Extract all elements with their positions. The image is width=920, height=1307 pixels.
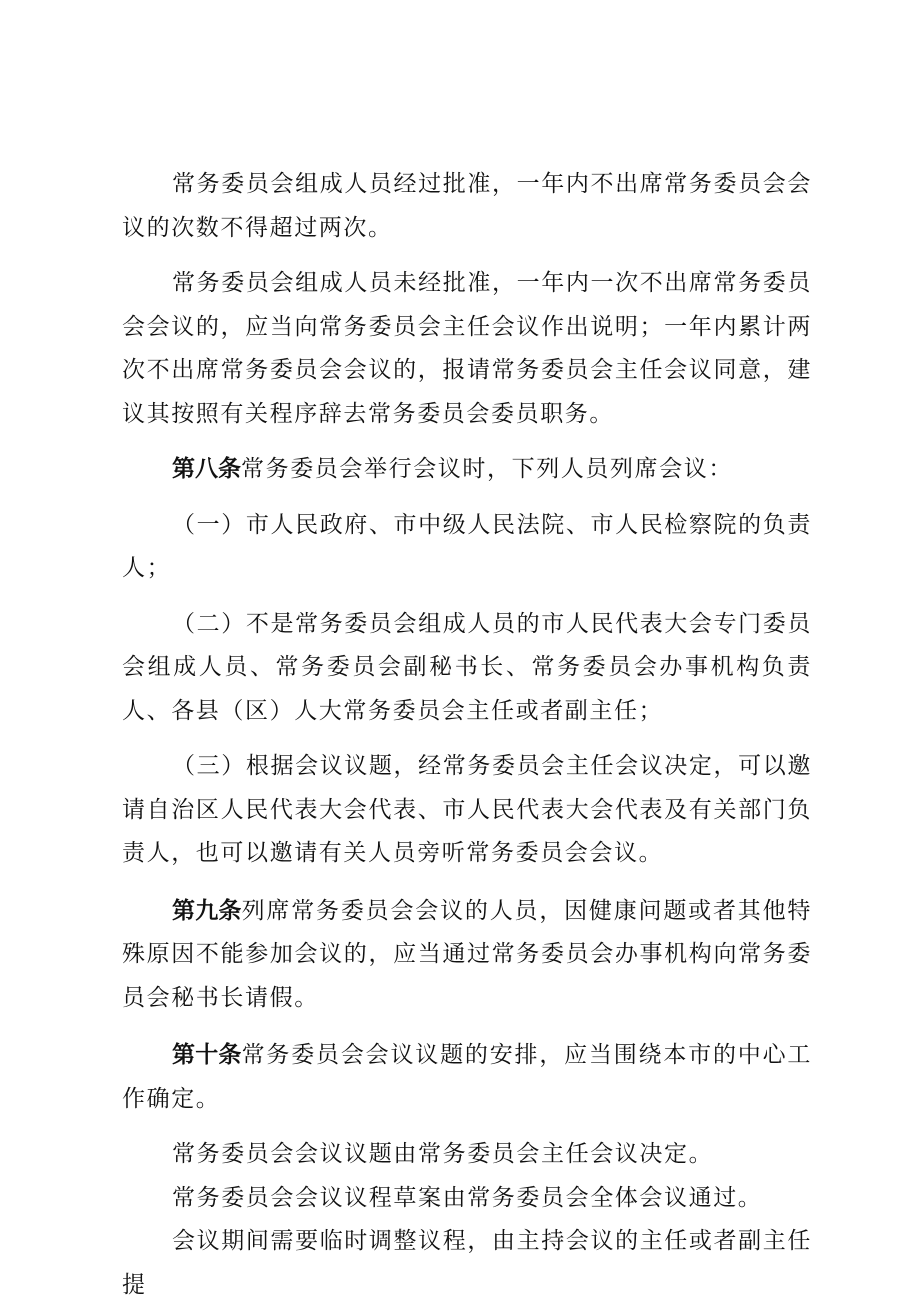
document-body xyxy=(122,163,812,1307)
article-number: 第十条 xyxy=(172,1042,242,1068)
paragraph-text: 列席常务委员会会议的人员，因健康问题或者其他特殊原因不能参加会议的，应当通过常务委员会办事机构向常务委员会秘书长请假。 xyxy=(122,897,812,1011)
paragraph-1 xyxy=(122,163,812,250)
article-9-paragraph xyxy=(122,890,812,1021)
article-8-paragraph xyxy=(122,448,812,492)
list-item-1 xyxy=(122,504,812,591)
list-item-3 xyxy=(122,745,812,876)
article-number: 第八条 xyxy=(172,456,241,482)
paragraph-text: 常务委员会组成人员未经批准，一年内一次不出席常务委员会会议的，应当向常务委员会主任会议作出说明；一年内累计两次不出席常务委员会会议的，报请常务委员会主任会议同意，建议其按照有关程序辞去常务委员会委员职务。 xyxy=(122,270,812,427)
paragraph-text: （三）根据会议议题，经常务委员会主任会议决定，可以邀请自治区人民代表大会代表、市人民代表大会代表及有关部门负责人，也可以邀请有关人员旁听常务委员会会议。 xyxy=(122,753,812,866)
paragraph-text: （一）市人民政府、市中级人民法院、市人民检察院的负责人； xyxy=(122,511,812,581)
paragraph-text: （二）不是常务委员会组成人员的市人民代表大会专门委员会组成人员、常务委员会副秘书长、常务委员会办事机构负责人、各县（区）人大常务委员会主任或者副主任； xyxy=(122,610,812,724)
paragraph-9 xyxy=(122,1133,812,1177)
article-10-paragraph xyxy=(122,1034,812,1121)
paragraph-text: 常务委员会会议议题的安排，应当围绕本市的中心工作确定。 xyxy=(122,1042,812,1112)
list-item-2 xyxy=(122,603,812,734)
paragraph-text: 会议期间需要临时调整议程，由主持会议的主任或者副主任提 xyxy=(122,1228,812,1298)
paragraph-2 xyxy=(122,262,812,436)
paragraph-text: 常务委员会组成人员经过批准，一年内不出席常务委员会会议的次数不得超过两次。 xyxy=(122,171,812,241)
paragraph-text: 常务委员会会议议题由常务委员会主任会议决定。 xyxy=(172,1141,714,1167)
article-number: 第九条 xyxy=(172,897,242,924)
paragraph-text: 常务委员会举行会议时，下列人员列席会议： xyxy=(241,456,733,482)
paragraph-11 xyxy=(122,1220,812,1307)
paragraph-text: 常务委员会会议议程草案由常务委员会全体会议通过。 xyxy=(172,1184,763,1211)
paragraph-10 xyxy=(122,1177,812,1221)
